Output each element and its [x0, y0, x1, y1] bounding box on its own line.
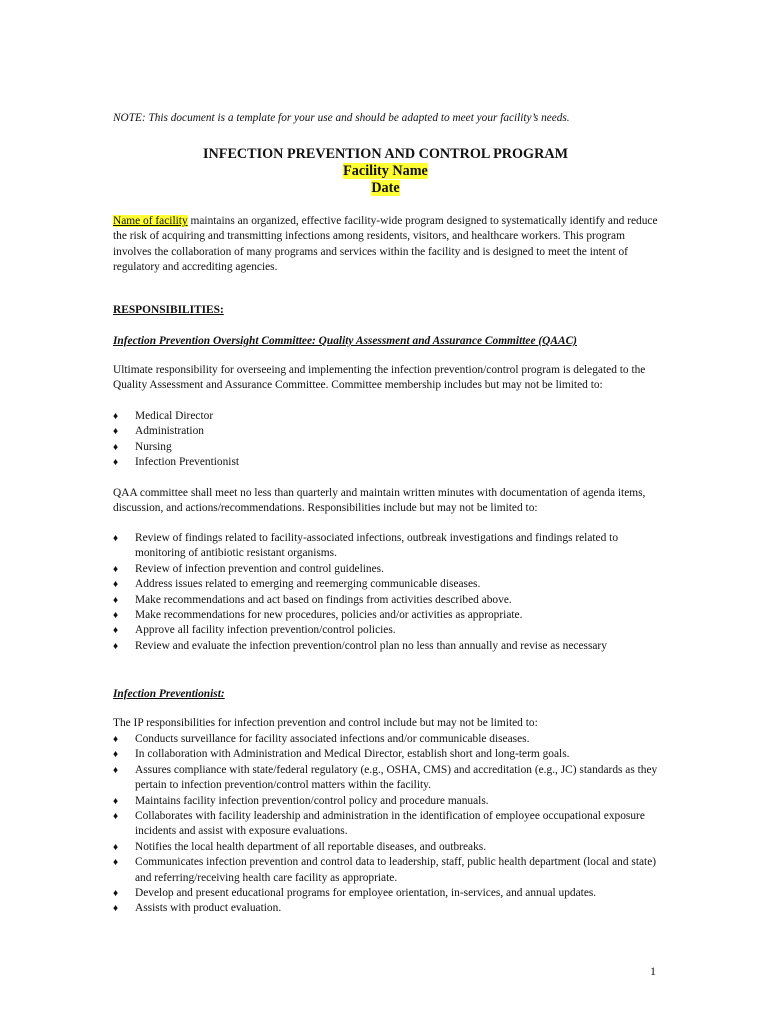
list-item-text: Assures compliance with state/federal regulatory (e.g., OSHA, CMS) and accreditation (e.g., JC) standards as they pertain to infection prevention/control matters within the facility.	[135, 763, 658, 792]
list-item-text: Maintains facility infection prevention/control policy and procedure manuals.	[135, 794, 489, 807]
diamond-bullet-icon: ♦	[113, 426, 119, 438]
diamond-bullet-icon: ♦	[113, 841, 119, 853]
diamond-bullet-icon: ♦	[113, 411, 119, 422]
ip-responsibilities-list	[113, 732, 658, 917]
diamond-bullet-icon: ♦	[113, 888, 119, 900]
committee-responsibilities-list	[113, 531, 658, 654]
list-item	[113, 794, 658, 809]
diamond-bullet-icon: ♦	[113, 563, 119, 575]
diamond-bullet-icon: ♦	[113, 811, 119, 823]
document-title-block	[113, 146, 658, 197]
diamond-bullet-icon: ♦	[113, 795, 119, 807]
list-item-text: Develop and present educational programs for employee orientation, in-services, and annual updates.	[135, 887, 597, 900]
list-item-text: Assists with product evaluation.	[135, 902, 282, 915]
date-placeholder: Date	[371, 180, 400, 196]
diamond-bullet-icon: ♦	[113, 457, 119, 469]
intro-paragraph	[113, 214, 658, 276]
facility-name-inline-placeholder: Name of facility	[113, 215, 188, 227]
diamond-bullet-icon: ♦	[113, 594, 119, 606]
list-item-text: Administration	[135, 425, 204, 438]
list-item	[113, 608, 658, 623]
program-title: INFECTION PREVENTION AND CONTROL PROGRAM	[203, 146, 568, 162]
committee-members-list	[113, 409, 658, 471]
committee-meeting-text: QAA committee shall meet no less than quarterly and maintain written minutes with documentation of agenda items, discussion, and actions/recommendations. Responsibilities include but may not be limited to:	[113, 487, 646, 515]
list-item	[113, 562, 658, 577]
list-item-text: Review and evaluate the infection prevention/control plan no less than annually and revise as necessary	[135, 639, 607, 652]
list-item-text: Notifies the local health department of all reportable diseases, and outbreaks.	[135, 840, 487, 853]
diamond-bullet-icon: ♦	[113, 579, 119, 591]
diamond-bullet-icon: ♦	[113, 640, 119, 652]
diamond-bullet-icon: ♦	[113, 857, 119, 869]
list-item	[113, 901, 658, 916]
list-item-text: Communicates infection prevention and control data to leadership, staff, public health department (local and state) and referring/receiving health care facility as appropriate.	[135, 856, 657, 884]
list-item	[113, 639, 658, 654]
list-item	[113, 809, 658, 840]
template-note: NOTE: This document is a template for your use and should be adapted to meet your facility’s needs.	[113, 112, 570, 124]
list-item-text: Review of infection prevention and control guidelines.	[135, 562, 384, 575]
list-item	[113, 840, 658, 855]
list-item-text: Medical Director	[135, 410, 214, 422]
list-item	[113, 886, 658, 901]
list-item	[113, 577, 658, 592]
committee-heading: Infection Prevention Oversight Committee: Quality Assessment and Assurance Committee (QAAC)	[113, 335, 577, 347]
diamond-bullet-icon: ♦	[113, 533, 119, 544]
list-item-text: Conducts surveillance for facility associated infections and/or communicable diseases.	[135, 733, 530, 745]
diamond-bullet-icon: ♦	[113, 441, 119, 453]
list-item	[113, 623, 658, 638]
list-item	[113, 409, 658, 424]
list-item-text: Review of findings related to facility-associated infections, outbreak investigations and findings related to monitoring of antibiotic resistant organisms.	[135, 532, 619, 560]
list-item	[113, 440, 658, 455]
list-item-text: Collaborates with facility leadership and administration in the identification of employee occupational exposure incidents and assist with exposure evaluations.	[135, 810, 645, 838]
page-number: 1	[650, 964, 656, 978]
diamond-bullet-icon: ♦	[113, 610, 119, 622]
list-item-text: Address issues related to emerging and reemerging communicable diseases.	[135, 578, 481, 591]
list-item	[113, 531, 658, 562]
list-item	[113, 763, 658, 794]
diamond-bullet-icon: ♦	[113, 764, 119, 776]
ip-heading: Infection Preventionist:	[113, 688, 225, 700]
list-item	[113, 455, 658, 470]
diamond-bullet-icon: ♦	[113, 749, 119, 761]
list-item-text: Nursing	[135, 440, 172, 453]
intro-text: maintains an organized, effective facility-wide program designed to systematically identify and reduce the risk of acquiring and transmitting infections among residents, visitors, and healthcare workers. This program involves the collaboration of many programs and services within the facility and is designed to meet the intent of regulatory and accrediting agencies.	[113, 215, 658, 274]
list-item	[113, 593, 658, 608]
list-item	[113, 732, 658, 747]
facility-name-placeholder: Facility Name	[343, 163, 428, 179]
committee-intro: Ultimate responsibility for overseeing and implementing the infection prevention/control program is delegated to the Quality Assessment and Assurance Committee. Committee membership includes but may not be limited to:	[113, 364, 646, 392]
list-item	[113, 855, 658, 886]
list-item-text: In collaboration with Administration and Medical Director, establish short and long-term goals.	[135, 748, 570, 761]
list-item	[113, 747, 658, 762]
diamond-bullet-icon: ♦	[113, 734, 119, 745]
diamond-bullet-icon: ♦	[113, 903, 119, 915]
list-item-text: Make recommendations for new procedures, policies and/or activities as appropriate.	[135, 609, 523, 622]
diamond-bullet-icon: ♦	[113, 625, 119, 637]
list-item	[113, 424, 658, 439]
list-item-text: Approve all facility infection prevention/control policies.	[135, 624, 396, 637]
list-item-text: Make recommendations and act based on findings from activities described above.	[135, 593, 512, 606]
ip-intro: The IP responsibilities for infection prevention and control include but may not be limited to:	[113, 717, 538, 729]
list-item-text: Infection Preventionist	[135, 456, 240, 469]
responsibilities-heading: RESPONSIBILITIES:	[113, 304, 224, 316]
